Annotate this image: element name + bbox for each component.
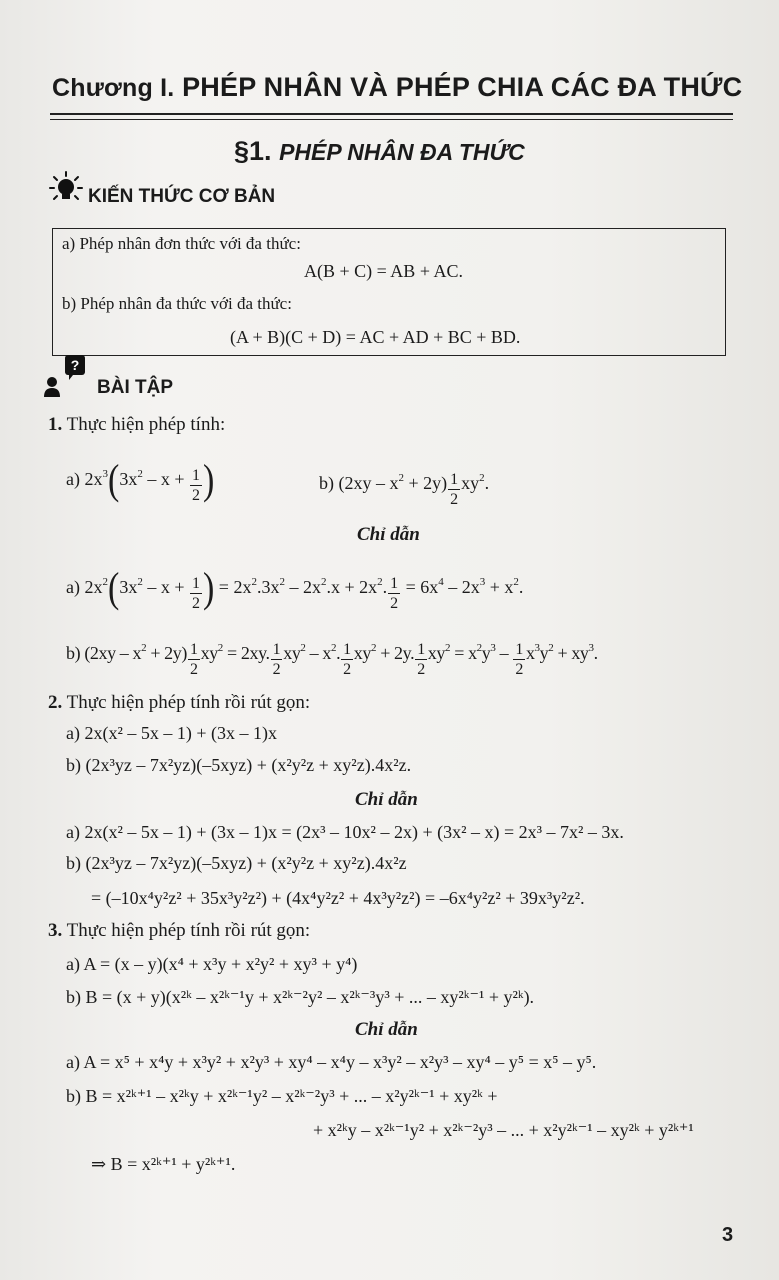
exp: 3	[534, 642, 540, 654]
page-number: 3	[722, 1224, 734, 1246]
term: – 2x	[448, 577, 480, 597]
ex3-b-solution-1: b) B = x²ᵏ⁺¹ – x²ᵏy + x²ᵏ⁻¹y² – x²ᵏ⁻²y³ + ... – x²y²ᵏ⁻¹ + xy²ᵏ +	[66, 1086, 498, 1106]
term: xy	[427, 643, 445, 663]
fraction-half	[190, 466, 202, 505]
ex1-a-solution	[66, 565, 524, 613]
ex3-hint-heading: Chỉ dẫn	[355, 1019, 418, 1040]
num: 1	[191, 575, 200, 592]
ex2-b-solution-1: b) (2x³yz – 7x²yz)(–5xyz) + (x²y²z + xy²z).4x²z	[66, 853, 407, 873]
header-rule	[50, 113, 733, 115]
exp: 2	[377, 576, 383, 588]
section-mark: §1.	[234, 136, 272, 166]
den: 2	[191, 595, 200, 612]
den: 2	[272, 661, 281, 678]
exp: 2	[137, 576, 143, 588]
exp: 2	[513, 576, 519, 588]
ex1-hint-heading: Chỉ dẫn	[357, 524, 420, 545]
term: .	[336, 643, 341, 663]
term: .	[593, 643, 598, 663]
paren-open: (	[107, 565, 120, 612]
term: (2xy – x	[338, 473, 399, 493]
chapter-name: PHÉP NHÂN VÀ PHÉP CHIA CÁC ĐA THỨC	[182, 72, 743, 102]
term: .	[518, 577, 524, 597]
ex2-number: 2.	[48, 692, 63, 713]
exp: 2	[330, 642, 337, 654]
svg-text:?: ?	[70, 357, 80, 373]
num: 1	[515, 641, 523, 658]
term: – x	[309, 643, 331, 663]
ex1-b-solution	[66, 640, 598, 679]
term: xy	[283, 643, 301, 663]
exp: 2	[141, 642, 147, 654]
ex3-b-solution-3: ⇒ B = x²ᵏ⁺¹ + y²ᵏ⁺¹.	[91, 1154, 236, 1174]
term: = 2xy.	[227, 643, 270, 663]
term: .x + 2x	[326, 577, 378, 597]
term: y	[481, 643, 491, 663]
term: + 2y)	[150, 643, 187, 663]
term: – 2x	[289, 577, 321, 597]
question-icon	[43, 355, 91, 397]
term: x	[525, 643, 535, 663]
term: xy	[353, 643, 371, 663]
fraction-half	[188, 640, 200, 679]
ex2-b-problem: b) (2x³yz – 7x²yz)(–5xyz) + (x²y²z + xy²z).4x²z.	[66, 755, 412, 775]
den: 2	[450, 491, 459, 508]
term: + 2y.	[380, 643, 415, 663]
term: 2x	[84, 469, 103, 489]
num: 1	[417, 641, 425, 658]
paren-close: )	[202, 457, 215, 504]
basics-b-formula: (A + B)(C + D) = AC + AD + BC + BD.	[230, 327, 521, 347]
section-name: PHÉP NHÂN ĐA THỨC	[279, 139, 525, 165]
basics-a-formula: A(B + C) = AB + AC.	[304, 261, 463, 281]
exercises-heading: BÀI TẬP	[97, 377, 173, 398]
term: .	[382, 577, 388, 597]
num: 1	[272, 641, 281, 658]
ex3-title: Thực hiện phép tính rồi rút gọn:	[66, 920, 311, 941]
den: 2	[417, 661, 425, 678]
basics-b-text: b) Phép nhân đa thức với đa thức:	[62, 294, 292, 313]
ex3-title-line	[48, 920, 310, 942]
ex1-title-line	[48, 414, 225, 436]
den: 2	[390, 595, 399, 612]
ex3-a-solution: a) A = x⁵ + x⁴y + x³y² + x²y³ + xy⁴ – x⁴y – x³y² – x²y³ – xy⁴ – y⁵ = x⁵ – y⁵.	[66, 1052, 597, 1072]
den: 2	[515, 661, 523, 678]
exp: 2	[320, 576, 327, 588]
term: .3x	[256, 577, 280, 597]
ex1-title: Thực hiện phép tính:	[66, 414, 226, 435]
exp: 2	[370, 642, 377, 654]
term: + x	[489, 577, 514, 597]
term: + 2y)	[408, 473, 448, 493]
term: xy	[200, 643, 218, 663]
exp: 2	[548, 642, 554, 654]
ex2-title-line	[48, 692, 310, 714]
ex2-a-problem: a) 2x(x² – 5x – 1) + (3x – 1)x	[66, 723, 278, 743]
label: b)	[66, 643, 81, 663]
term: = 6x	[405, 577, 439, 597]
num: 1	[450, 471, 459, 488]
ex3-a-problem: a) A = (x – y)(x⁴ + x³y + x²y² + xy³ + y⁴)	[66, 954, 358, 974]
label: b)	[319, 473, 334, 493]
term: y	[539, 643, 549, 663]
term: .	[484, 473, 490, 493]
term: 3x	[119, 469, 138, 489]
fraction-half	[415, 640, 427, 679]
basics-a-text: a) Phép nhân đơn thức với đa thức:	[62, 234, 301, 253]
paren-open: (	[107, 457, 120, 504]
fraction-half	[271, 640, 283, 679]
term: (2xy – x	[84, 643, 142, 663]
exp: 2	[479, 472, 485, 484]
num: 1	[191, 467, 200, 484]
section-title	[234, 136, 525, 167]
ex2-title: Thực hiện phép tính rồi rút gọn:	[66, 692, 311, 713]
term: – x +	[147, 577, 185, 597]
num: 1	[343, 641, 351, 658]
exp: 2	[137, 468, 143, 480]
basics-heading: KIẾN THỨC CƠ BẢN	[88, 186, 276, 207]
exp: 3	[490, 642, 496, 654]
exp: 2	[102, 576, 108, 588]
exp: 2	[445, 642, 451, 654]
exp: 2	[398, 472, 404, 484]
fraction-half	[448, 470, 460, 509]
ex3-b-problem: b) B = (x + y)(x²ᵏ – x²ᵏ⁻¹y + x²ᵏ⁻²y² – x²ᵏ⁻³y³ + ... – xy²ᵏ⁻¹ + y²ᵏ).	[66, 987, 535, 1007]
exp: 2	[279, 576, 285, 588]
term: – x +	[147, 469, 185, 489]
ex1-number: 1.	[48, 414, 63, 435]
term: 2x	[84, 577, 103, 597]
num: 1	[390, 575, 399, 592]
exp: 2	[476, 642, 482, 654]
exp: 2	[217, 642, 223, 654]
fraction-half	[513, 640, 525, 679]
label: a)	[66, 577, 80, 597]
term: = 2x	[218, 577, 252, 597]
chapter-prefix: Chương I.	[52, 74, 175, 102]
fraction-half	[341, 640, 353, 679]
term: 3x	[119, 577, 138, 597]
exp: 3	[479, 576, 486, 588]
label: a)	[66, 469, 80, 489]
lightbulb-icon	[49, 171, 83, 205]
num: 1	[189, 641, 198, 658]
ex3-number: 3.	[48, 920, 63, 941]
chapter-title	[52, 72, 742, 103]
exp: 3	[102, 468, 108, 480]
den: 2	[343, 661, 351, 678]
term: + xy	[557, 643, 589, 663]
term: xy	[461, 473, 480, 493]
exp: 4	[438, 576, 444, 588]
term: –	[499, 643, 509, 663]
header-rule-thin	[50, 119, 733, 120]
fraction-half	[190, 574, 202, 613]
ex3-b-solution-2: + x²ᵏy – x²ᵏ⁻¹y² + x²ᵏ⁻²y³ – ... + x²y²ᵏ⁻¹ – xy²ᵏ + y²ᵏ⁺¹	[313, 1120, 694, 1140]
ex2-b-solution-2: = (–10x⁴y²z² + 35x³y²z²) + (4x⁴y²z² + 4x³y²z²) = –6x⁴y²z² + 39x³y²z².	[91, 888, 585, 908]
ex1-a-problem	[66, 457, 215, 505]
exp: 2	[251, 576, 257, 588]
den: 2	[189, 661, 198, 678]
exp: 3	[588, 642, 594, 654]
ex1-b-problem	[319, 470, 489, 509]
fraction-half	[388, 574, 400, 613]
exp: 2	[300, 642, 306, 654]
den: 2	[191, 487, 200, 504]
term: = x	[454, 643, 477, 663]
ex2-a-solution: a) 2x(x² – 5x – 1) + (3x – 1)x = (2x³ – 10x² – 2x) + (3x² – x) = 2x³ – 7x² – 3x.	[66, 822, 624, 842]
paren-close: )	[202, 565, 215, 612]
ex2-hint-heading: Chỉ dẫn	[355, 789, 418, 810]
